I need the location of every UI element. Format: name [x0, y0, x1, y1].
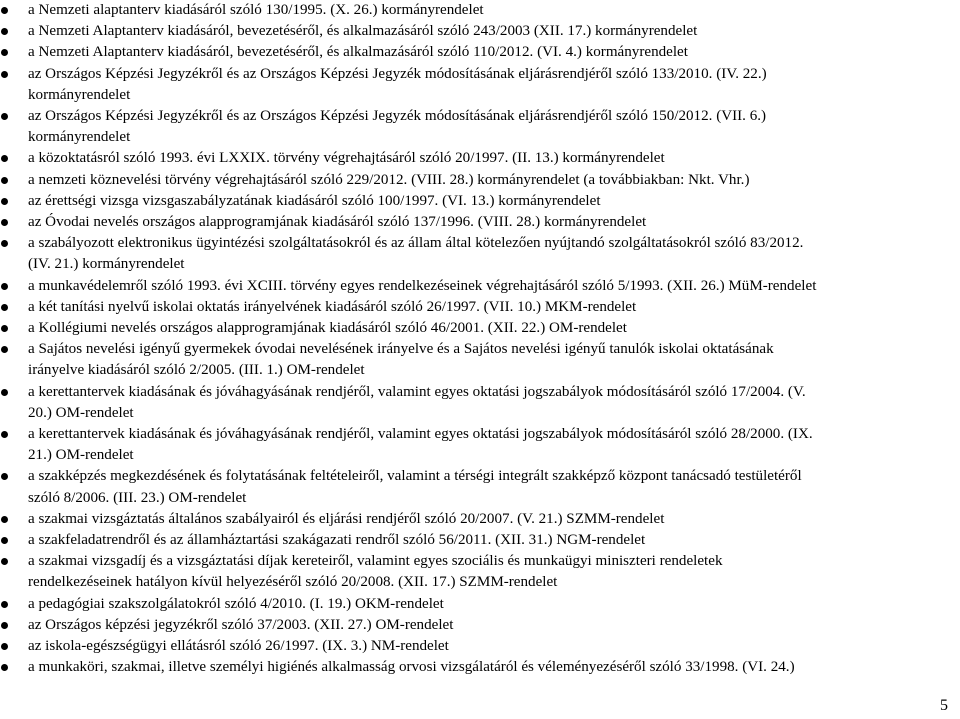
list-item-text: a szakfeladatrendről és az államháztartási szakágazati rendről szóló 56/2011. (XII. 31.) NGM-rendelet [28, 532, 646, 549]
list-item-text: szóló 8/2006. (III. 23.) OM-rendelet [28, 489, 247, 506]
list-item-text: a Sajátos nevelési igényű gyermekek óvodai nevelésének irányelve és a Sajátos nevelési igényű tanulók iskolai oktatásának [28, 341, 774, 358]
bullet-icon [1, 113, 8, 120]
bullet-icon [1, 622, 8, 629]
bullet-icon [1, 558, 8, 565]
list-item-text: a szakképzés megkezdésének és folytatásának feltételeiről, valamint a térségi integrált szakképző központ tanácsadó testületéről [28, 468, 802, 485]
list-item-text: a szakmai vizsgáztatás általános szabályairól és eljárási rendjéről szóló 20/2007. (V. 21.) SZMM-rendelet [28, 510, 665, 527]
list-item [0, 594, 960, 615]
bullet-icon [1, 177, 8, 184]
list-item-text: 21.) OM-rendelet [28, 447, 134, 464]
list-item-text: az Országos Képzési Jegyzékről és az Országos Képzési Jegyzék módosításának eljárásrendjéről szóló 133/2010. (IV. 22.) [28, 65, 767, 82]
bullet-icon [1, 346, 8, 353]
list-item-text: a közoktatásról szóló 1993. évi LXXIX. törvény végrehajtásáról szóló 20/1997. (II. 13.) kormányrendelet [28, 150, 665, 167]
bullet-icon [1, 664, 8, 671]
list-item [0, 297, 960, 318]
bullet-icon [1, 155, 8, 162]
list-item-text: a nemzeti köznevelési törvény végrehajtásáról szóló 229/2012. (VIII. 28.) kormányrendelet (a továbbiakban: Nkt. Vhr.) [28, 171, 750, 188]
bullet-icon [1, 28, 8, 35]
list-item [0, 170, 960, 191]
list-item-text: a Nemzeti Alaptanterv kiadásáról, bevezetéséről, és alkalmazásáról szóló 243/2003 (XII. 17.) kormányrendelet [28, 23, 698, 40]
bullet-icon [1, 7, 8, 14]
bullet-icon [1, 431, 8, 438]
list-item [0, 466, 960, 508]
list-item-text: a Kollégiumi nevelés országos alapprogramjának kiadásáról szóló 46/2001. (XII. 22.) OM-rendelet [28, 320, 627, 337]
bullet-icon [1, 240, 8, 247]
list-item-text: a munkavédelemről szóló 1993. évi XCIII. törvény egyes rendelkezéseinek végrehajtásáról szóló 5/1993. (XII. 26.) MüM-rendelet [28, 277, 817, 294]
list-item-text: irányelve kiadásáról szóló 2/2005. (III. 1.) OM-rendelet [28, 362, 365, 379]
bullet-icon [1, 389, 8, 396]
list-item-text: a Nemzeti alaptanterv kiadásáról szóló 130/1995. (X. 26.) kormányrendelet [28, 2, 484, 18]
bullet-icon [1, 49, 8, 56]
bullet-icon [1, 219, 8, 226]
list-item-text: rendelkezéseinek hatályon kívül helyezéséről szóló 20/2008. (XII. 17.) SZMM-rendelet [28, 574, 558, 591]
list-item-text: a szakmai vizsgadíj és a vizsgáztatási díjak kereteiről, valamint egyes szociális és munkaügyi miniszteri rendeletek [28, 553, 723, 570]
list-item [0, 636, 960, 657]
list-item-text: a pedagógiai szakszolgálatokról szóló 4/2010. (I. 19.) OKM-rendelet [28, 595, 444, 612]
list-item-text: az érettségi vizsga vizsgaszabályzatának kiadásáról szóló 100/1997. (VI. 13.) kormányrendelet [28, 192, 601, 209]
list-item-text: a két tanítási nyelvű iskolai oktatás irányelvének kiadásáról szóló 26/1997. (VII. 10.) MKM-rendelet [28, 298, 637, 315]
list-item-text: az Országos Képzési Jegyzékről és az Országos Képzési Jegyzék módosításának eljárásrendjéről szóló 150/2012. (VII. 6.) [28, 108, 767, 125]
list-item-text: kormányrendelet [28, 129, 131, 146]
list-item [0, 0, 960, 21]
list-item-text: az Országos képzési jegyzékről szóló 37/2003. (XII. 27.) OM-rendelet [28, 616, 454, 633]
page-number: 5 [940, 697, 948, 714]
list-item [0, 509, 960, 530]
list-item [0, 191, 960, 212]
list-item [0, 106, 960, 148]
list-item-text: a kerettantervek kiadásának és jóváhagyásának rendjéről, valamint egyes oktatási jogszabályok módosításáról szóló 28/2000. (IX. [28, 426, 813, 443]
list-item [0, 276, 960, 297]
list-item [0, 339, 960, 381]
list-item [0, 657, 960, 678]
bullet-icon [1, 643, 8, 650]
list-item [0, 233, 960, 275]
list-item-text: a kerettantervek kiadásának és jóváhagyásának rendjéről, valamint egyes oktatási jogszabályok módosításáról szóló 17/2004. (V. [28, 383, 806, 400]
list-item-text: az iskola-egészségügyi ellátásról szóló 26/1997. (IX. 3.) NM-rendelet [28, 638, 449, 655]
list-item-text: a munkaköri, szakmai, illetve személyi higiénés alkalmasság orvosi vizsgálatáról és véleményezéséről szóló 33/1998. (VI. 24.) [28, 659, 795, 676]
list-item [0, 318, 960, 339]
bullet-icon [1, 198, 8, 205]
list-item [0, 212, 960, 233]
list-item [0, 530, 960, 551]
list-item [0, 148, 960, 169]
list-item [0, 615, 960, 636]
bullet-icon [1, 283, 8, 290]
list-item-text: a szabályozott elektronikus ügyintézési szolgáltatásokról és az állam által kötelezően nyújtandó szolgáltatásokról szóló 83/2012. [28, 235, 804, 252]
bullet-icon [1, 71, 8, 78]
list-item-text: (IV. 21.) kormányrendelet [28, 256, 185, 273]
bullet-icon [1, 516, 8, 523]
list-item [0, 551, 960, 593]
bullet-icon [1, 473, 8, 480]
list-item [0, 21, 960, 42]
list-item [0, 64, 960, 106]
list-item [0, 424, 960, 466]
bullet-icon [1, 537, 8, 544]
list-item [0, 42, 960, 63]
bullet-icon [1, 304, 8, 311]
list-item-text: 20.) OM-rendelet [28, 404, 134, 421]
bullet-icon [1, 601, 8, 608]
list-item-text: az Óvodai nevelés országos alapprogramjának kiadásáról szóló 137/1996. (VIII. 28.) kormányrendelet [28, 214, 647, 231]
list-item-text: kormányrendelet [28, 86, 131, 103]
list-item-text: a Nemzeti Alaptanterv kiadásáról, bevezetéséről, és alkalmazásáról szóló 110/2012. (VI. 4.) kormányrendelet [28, 44, 688, 61]
bullet-icon [1, 325, 8, 332]
list-item [0, 382, 960, 424]
